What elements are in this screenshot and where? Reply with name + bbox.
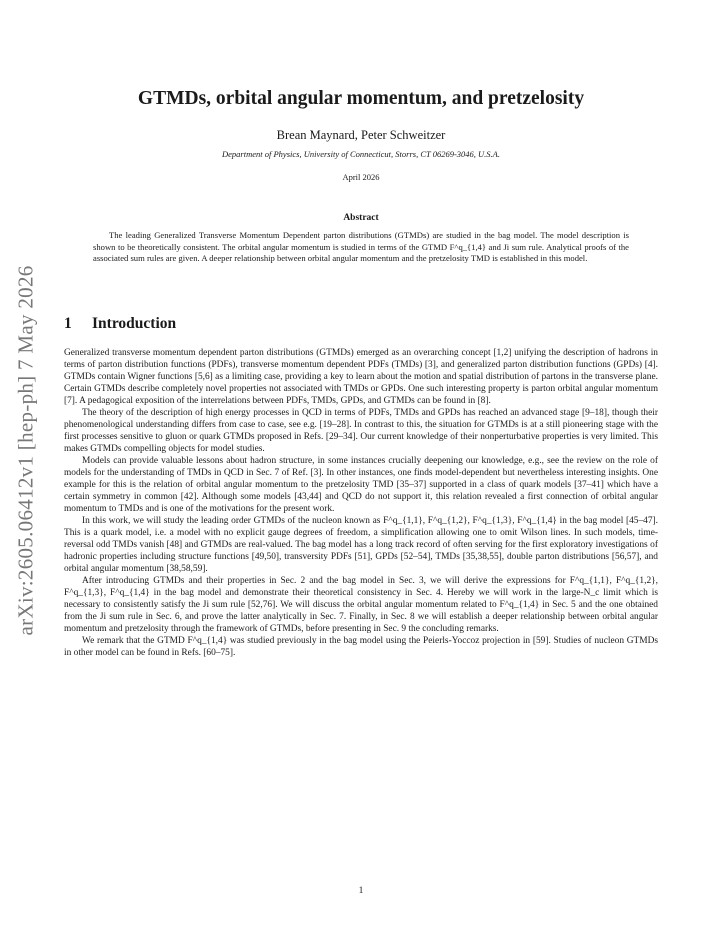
section-title: Introduction <box>92 315 177 332</box>
section-number: 1 <box>64 315 72 332</box>
body-paragraph: Models can provide valuable lessons about hadron structure, in some instances crucially deepening our knowledge, e.g., see the review on the role of models for the understanding of TMDs in QCD in Sec. 7 of Ref. [3]. In other instances, one finds model-dependent but nevertheless interesting insights. One example for this is the relation of orbital angular momentum to the pretzelosity TMD [35–37] supported in a class of quark models [37–41] which have a certain symmetry in common [42]. Although some models [43,44] and QCD do not support it, this relation revealed a first connection of orbital angular momentum to TMDs and is one of the motivations for the present work. <box>64 456 658 514</box>
body-paragraph: In this work, we will study the leading order GTMDs of the nucleon known as F^q_{1,1}, F^q_{1,2}, F^q_{1,3}, F^q_{1,4} in the bag model [45–47]. This is a quark model, i.e. a model with no explicit gauge degrees of freedom, a simplification allowing one to omit Wilson lines. In such models, time-reversal odd TMDs vanish [48] and GTMDs are real-valued. The bag model has a long track record of often serving for the first exploratory investigations of hadronic properties including structure functions [49,50], transversity PDFs [51], GPDs [52–54], TMDs [35,38,55], double parton distributions [56,57], and orbital angular momentum [38,58,59]. <box>64 516 658 574</box>
paper-authors: Brean Maynard, Peter Schweitzer <box>276 128 446 142</box>
abstract-heading: Abstract <box>343 213 379 223</box>
section-heading <box>64 315 658 333</box>
paper-date: April 2026 <box>342 172 380 182</box>
arxiv-identifier: arXiv:2605.06412v1 [hep-ph] 7 May 2026 <box>13 264 38 636</box>
paper-title: GTMDs, orbital angular momentum, and pretzelosity <box>137 88 585 109</box>
body-paragraph: After introducing GTMDs and their properties in Sec. 2 and the bag model in Sec. 3, we will derive the expressions for F^q_{1,1}, F^q_{1,2}, F^q_{1,3}, F^q_{1,4} in the bag model and demonstrate their theoretical consistency in Sec. 4. Hereby we will work in the large-N_c limit which is necessary to consistently satisfy the Ji sum rule [52,76]. We will discuss the orbital angular momentum related to F^q_{1,4} in Sec. 5 and the one obtained from the Ji sum rule in Sec. 6, and prove the latter analytically in Sec. 7. Finally, in Sec. 8 we will establish a deeper relationship between orbital angular momentum and pretzelosity through the framework of GTMDs, before presenting in Sec. 9 the concluding remarks. <box>64 576 658 634</box>
arxiv-sidebar-stamp <box>2 255 50 645</box>
abstract-block <box>93 230 629 265</box>
body-paragraph: We remark that the GTMD F^q_{1,4} was studied previously in the bag model using the Peierls-Yoccoz projection in [59]. Studies of nucleon GTMDs in other model can be found in Refs. [60–75]. <box>64 636 658 658</box>
body-paragraph: The theory of the description of high energy processes in QCD in terms of PDFs, TMDs and GPDs has reached an advanced stage [9–18], though their phenomenological understanding differs from case to case, see e.g. [19–28]. In contrast to this, the situation for GTMDs is at a still pioneering stage with the first processes sensitive to gluon or quark GTMDs proposed in Refs. [29–34]. Our current knowledge of their nonperturbative properties is very limited. This makes GTMDs compelling objects for model studies. <box>64 408 658 454</box>
abstract-text: The leading Generalized Transverse Momentum Dependent parton distributions (GTMDs) are studied in the bag model. The model description is shown to be theoretically consistent. The orbital angular momentum is studied in terms of the GTMD F^q_{1,4} and Ji sum rule. Analytical proofs of the associated sum rules are given. A deeper relationship between orbital angular momentum and the pretzelosity TMD is established in this model. <box>93 230 629 264</box>
body-paragraph: Generalized transverse momentum dependent parton distributions (GTMDs) emerged as an overarching concept [1,2] unifying the description of hadrons in terms of parton distribution functions (PDFs), transverse momentum dependent PDFs (TMDs) [3], and generalized parton distribution functions (GPDs) [4]. GTMDs contain Wigner functions [5,6] as a limiting case, providing a key to learn about the motion and spatial distribution of partons in the transverse plane. Certain GTMDs describe completely novel properties not associated with TMDs or GPDs. One such interesting property is parton orbital angular momentum [7]. A pedagogical exposition of the interrelations between PDFs, TMDs, GPDs, and GTMDs can be found in [8]. <box>64 348 658 406</box>
page-number: 1 <box>358 886 364 896</box>
paper-affiliation: Department of Physics, University of Connecticut, Storrs, CT 06269-3046, U.S.A. <box>222 149 500 159</box>
introduction-body <box>64 347 658 659</box>
